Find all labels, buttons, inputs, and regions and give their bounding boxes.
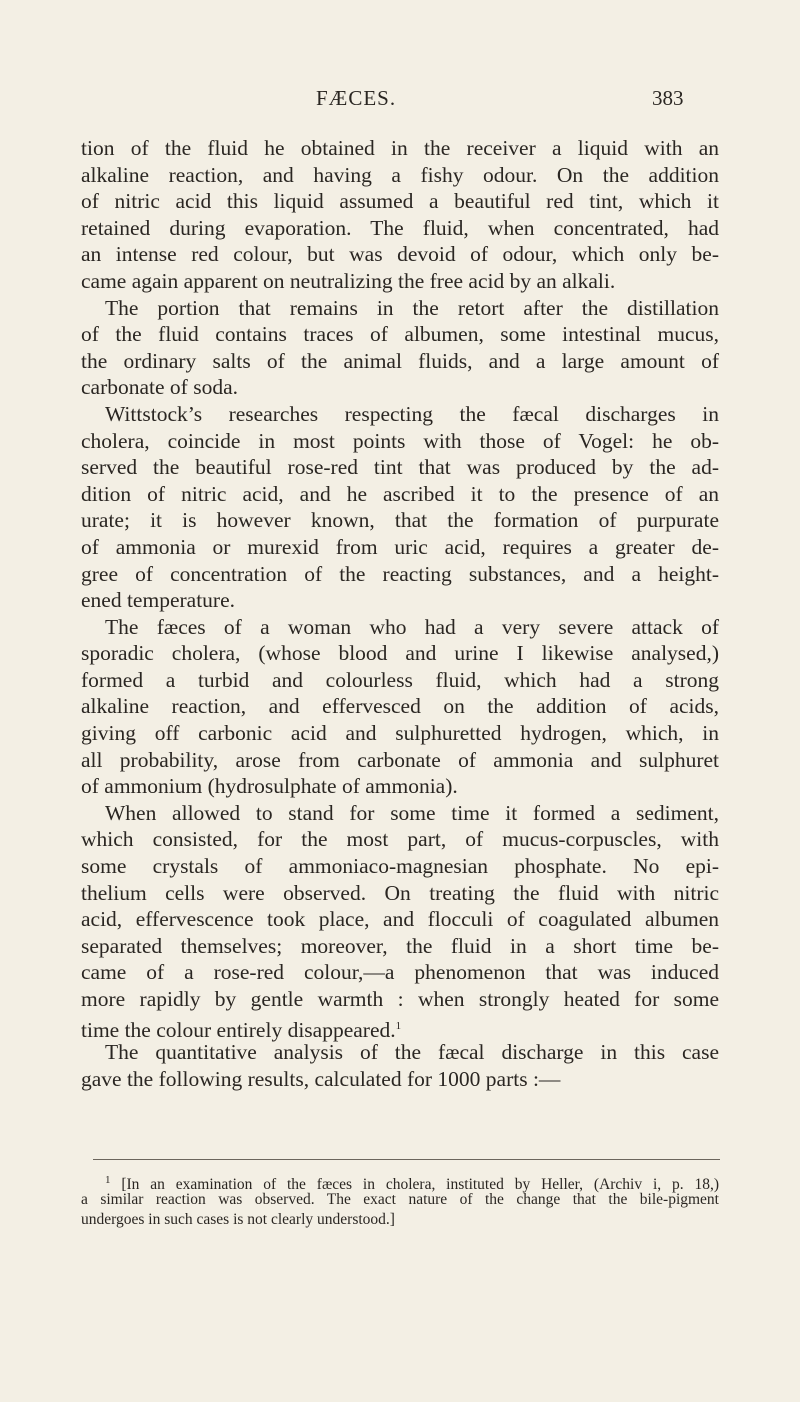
text-line: ened temperature.	[81, 588, 235, 613]
text-line: The portion that remains in the retort after the distillation	[105, 295, 719, 320]
footnote-line	[81, 1170, 720, 1194]
text-line: separated themselves; moreover, the fluid in a short time be-	[81, 933, 719, 958]
text-line: of ammonium (hydrosulphate of ammonia).	[81, 774, 458, 799]
text-line: urate; it is however known, that the formation of purpurate	[81, 508, 719, 533]
footnote-divider	[93, 1159, 720, 1160]
text-line: some crystals of ammoniaco-magnesian phosphate. No epi-	[81, 854, 719, 879]
text-line: more rapidly by gentle warmth : when strongly heated for some	[81, 987, 719, 1011]
text-line: alkaline reaction, and having a fishy odour. On the addition	[81, 162, 719, 187]
text-line: sporadic cholera, (whose blood and urine I likewise analysed,)	[81, 641, 719, 666]
text-line: acid, effervescence took place, and flocculi of coagulated albumen	[81, 907, 719, 932]
text-line: of ammonia or murexid from uric acid, requires a greater de-	[81, 534, 719, 559]
footnote	[81, 1170, 719, 1230]
body-text	[81, 135, 719, 1092]
text-line-with-footnote-ref	[81, 1013, 719, 1040]
text-line: cholera, coincide in most points with those of Vogel: he ob-	[81, 428, 719, 453]
text-line: The fæces of a woman who had a very severe attack of	[105, 614, 719, 639]
text-line: came of a rose-red colour,—a phenomenon that was induced	[81, 960, 719, 985]
running-title: FÆCES.	[316, 86, 397, 110]
text-line: The quantitative analysis of the fæcal discharge in this case	[105, 1040, 719, 1065]
running-head	[0, 86, 800, 116]
page-number: 383	[652, 86, 684, 110]
text-line: alkaline reaction, and effervesced on the addition of acids,	[81, 694, 719, 719]
text-line: giving off carbonic acid and sulphuretted hydrogen, which, in	[81, 721, 719, 746]
footnote-marker: 1	[105, 1174, 111, 1186]
text-line: Wittstock’s researches respecting the fæcal discharges in	[105, 401, 719, 426]
text-line: retained during evaporation. The fluid, when concentrated, had	[81, 215, 719, 240]
text-line: When allowed to stand for some time it formed a sediment,	[105, 800, 719, 825]
text-line: dition of nitric acid, and he ascribed it to the presence of an	[81, 481, 719, 506]
text-line: came again apparent on neutralizing the free acid by an alkali.	[81, 268, 616, 293]
text-line: carbonate of soda.	[81, 375, 238, 400]
text-line: which consisted, for the most part, of mucus-corpuscles, with	[81, 827, 719, 852]
footnote-line: undergoes in such cases is not clearly understood.]	[81, 1211, 395, 1228]
text-line: gave the following results, calculated for 1000 parts :—	[81, 1066, 561, 1091]
footnote-text: [In an examination of the fæces in cholera, instituted by Heller, (Archiv i, p. 18,)	[121, 1176, 720, 1194]
text-line: all probability, arose from carbonate of ammonia and sulphuret	[81, 747, 719, 772]
text-line: of the fluid contains traces of albumen, some intestinal mucus,	[81, 322, 719, 347]
text-line: the ordinary salts of the animal fluids, and a large amount of	[81, 348, 719, 373]
text-line: tion of the fluid he obtained in the receiver a liquid with an	[81, 136, 719, 160]
footnote-reference: 1	[395, 1019, 402, 1032]
text-line: an intense red colour, but was devoid of odour, which only be-	[81, 242, 719, 267]
text-line: of nitric acid this liquid assumed a beautiful red tint, which it	[81, 189, 719, 214]
text-line: served the beautiful rose-red tint that was produced by the ad-	[81, 455, 719, 480]
text-line: formed a turbid and colourless fluid, which had a strong	[81, 667, 719, 692]
text-line: thelium cells were observed. On treating the fluid with nitric	[81, 880, 719, 905]
text-line: gree of concentration of the reacting substances, and a height-	[81, 561, 719, 586]
text-line: time the colour entirely disappeared.	[81, 1017, 396, 1042]
footnote-line: a similar reaction was observed. The exact nature of the change that the bile-pigment	[81, 1191, 719, 1208]
